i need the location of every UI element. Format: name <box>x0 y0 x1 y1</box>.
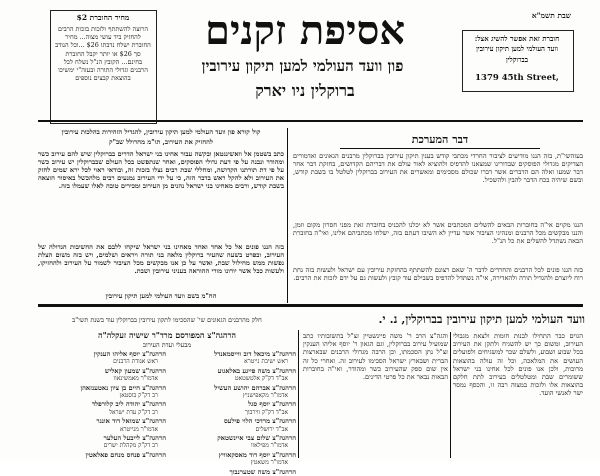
contact-date: שבת תשמ"א <box>531 11 571 20</box>
editorial-heading: דבר המערכת <box>411 133 469 146</box>
rabbi-list-entry: הרהגה"צ משה שטערנבוך <box>229 467 296 476</box>
price-box-text-4: ובעזה"י ימשיכו בהוצאת קבצים נוספים <box>58 66 131 83</box>
price-box-text-3: הנ"ל נשלח לכל הרבנים וגדולי התורה <box>63 57 148 75</box>
notice-heading-2: להחזיק את העירוב, תו"מ מחרולל שב"ק <box>108 138 214 146</box>
price-box-text-2: ישלח נדבתו $26 ...וכל הנודב סך $26 או יותר יקבל החוברת בחינם... הקובץ <box>55 41 143 66</box>
banner-top-rule <box>38 304 583 307</box>
rabbi-list-entry: רב דק"ק מקהלת ישרים <box>103 442 158 450</box>
rabbi-list-entry: הרהגה"צ חיים בן ציון נאטענזאהן <box>80 383 166 392</box>
notice-paragraph-1: כתב בשטמן אל וואשינגטאן ובקשה עבור אחינו בני ישראל הדרים בברוקלין שיש להם עירוב כשר ומהודר ונבנה על פי דעת גדולי הפוסקים, ואחר שנתפשט בכל העולם שבברוקלין יש עירוב כשר על פי דת תורתנו הקדושה, ומחללי שבת רבים נצלו בזכות זה, ובודאי ראוי לכל ירא שמים לחזק את העירוב ולא להקל ראש בדבר הזה, כי על ידי העירוב נמנעים רבים מלהכשל באיסור הוצאה בשבת קודש, ורבים מאחינו בני ישראל נהנים מן העירוב ומכירים טובה לאלו שעמלו בזה. <box>37 150 284 190</box>
editorial-heading-rule <box>340 148 540 149</box>
rabbis-column-left <box>38 350 166 460</box>
contact-line-2: וועד העולמי למען תיקון עירובין <box>476 45 558 53</box>
rabbi-list-entry: הרהגה"צ יוסף סגל <box>248 400 296 409</box>
price-label: מחיר החוברת $2 <box>76 13 130 22</box>
rabbi-list-entry: אב"ד דק"ק אלטשטאט <box>234 375 288 383</box>
rabbi-list-entry: הרהגה"צ לייבעל העלער <box>103 434 166 443</box>
masthead-subtitle-2: ברוקלין ניו יארק <box>255 81 355 100</box>
rabbi-list-entry: אדמו"ר משאטץ <box>250 459 288 467</box>
rabbi-list-entry: הרהגה"צ משה פייגע באלאגוע <box>217 366 296 375</box>
banner-subline: חלק מהרבנים הגאונים שי' שהסכימו לתקון עירובין בברוקלין עוד בשנת תשי"ב <box>72 316 262 324</box>
lower-inner-divider <box>450 332 451 458</box>
rabbi-list-entry: הרהגה"צ שלום צבי איינשטאק <box>217 434 296 443</box>
rabbi-list-entry: רב דק"ק בוסטאן <box>119 392 158 400</box>
masthead-rule <box>38 120 583 122</box>
price-box-text <box>55 25 151 119</box>
rabbi-list-entry: הרהגה"צ פנחס מנחם פאלאטין <box>85 450 166 459</box>
notice-signoff: הח"מ בשם וועד העולמי למען תיקון עירובין <box>105 292 217 300</box>
rabbi-list-entry: אב"ד ירושלים <box>255 425 288 433</box>
masthead-subtitle-1: פון וועד העולמי למען תיקון עירובין <box>201 57 404 75</box>
rabbi-list-entry: אב"ד דק"ק ווירבוך <box>245 408 288 416</box>
notice-paragraph-2: בזה הננו פונים אל כל אחד ואחד מאחינו בני ישראל שיקחו ללבם את החשיבות הגדולה של העירוב, ובפרט בשעה שהעיר ברוקלין מלאה בני תורה ויראים ושלמים, ויש בזה משום הצלת נפשות ממש מחילול שבת, ואשר על כן אנו מבקשים מכל הציבור לשמור על העירוב ולהחזיקו, ולעשות ככל אשר יורונו מורי ההוראה בעניני עירובין ושבת. <box>38 243 284 275</box>
notice-heading-1: קול קורא פון וועד העולמי למען תיקון עירובין, להגדיל הזהירות בהלכות עירובין <box>61 128 261 136</box>
rabbi-list-entry: הרהגה"צ יוסף דוד מאסקאוויץ <box>218 450 296 459</box>
rabbi-list-entry: ראש ישיבת נייטרא <box>244 358 288 366</box>
rabbi-list-entry: הרהגה"צ אברהם יהושע העשיל <box>214 383 296 392</box>
price-box <box>50 10 157 124</box>
rabbi-list-entry: ראש אגודת הרבנים <box>113 358 158 366</box>
rabbis-header-2: מבעלי ועדת העירוב <box>142 341 192 349</box>
rabbi-list-entry: הרהגה"צ יוסף אליהו הענקין <box>93 350 166 358</box>
rabbi-list-entry: רב דק"ק עדת ישראל <box>109 408 158 416</box>
rabbi-list-entry: הרהגה"צ שמואל דוד אונגר <box>96 417 166 426</box>
editorial-paragraph-2: הננו מקוים אי"ה בחוברות הבאים להשלים המכתבים אשר לא יכלנו להכניס בחוברת זאת מפני חסרון מקום וזמן, והננו מבקשים מכל הרבנים ומנהיגי הציבור אשר עדיין לא השיבו דעתם בזה, ישלחו מכתביהם אלינו, ואי"ה בחוברת הבאה נשתדל להשלים את כל הנ"ל. <box>293 221 583 245</box>
editorial-paragraph-3: בזה הננו פונים לכל הרבנים והחרדים לדבר ה' שאם רצונם להשתתף בהחזקת עירובין עם ישראל ולעשות בזה נחת רוח ליוצרם ולהגדיל תורה ולהאדירה, אי"ה נשתדל להדפיס בשבילם עוד קובץ ולעשות גם על ידם לזכות את הרבים. <box>293 266 583 282</box>
contact-line-3: בברוקלין <box>506 56 528 64</box>
lower-right-paragraph: הגוים כבר התחילו לבנות חומות ולצאת מגבולי העירוב, ומשום כך יש להשגיח ולתקן את העירוב בכל שבוע ושבוע, ולשלם שכר למשגיחים ולפועלים העושים את המלאכה, וכל זה עולה בהוצאות מרובות, ולכן אנו פונים לכל אחינו בני ישראל ששומרים שבת ומטלטלים בעירוב לתת חלקם בהוצאות אלו ולזכות במצוה רבה זו, והכסף נמסר ישר לאנשי הועד. <box>453 332 583 398</box>
rabbi-list-entry: אדמו"ר מנייטרא <box>119 425 158 433</box>
banner-title: וועד העולמי למען תיקון עירובין בברוקלין, נ. י. <box>378 312 585 326</box>
rabbi-list-entry: אדמו"ר מפילאוו <box>251 442 288 450</box>
editorial-paragraph-1: בעזהשי"ת, בזה הננו מודיעים לציבור החרדי מכתבי קודש בענין תיקון עירובין בברוקלין מרבנים הגאונים ואדמורים הצדיקים מגדולי הפוסקים שבדורינו שמצאנו להדפיס ולהוציא לאור עולם את דבריהם הקדושים, בחזקת דבר אחר דבר שמעו ואלה הם הדברים אשר דברו שכולם מסכימים ומאשרים את העירוב בברוקלין לטלטל בו בשבת קודש, ובשם שיהיה בכח הדבר להבין ולהשכיל. <box>293 152 583 184</box>
rabbi-list-entry: הרהגה"צ יהודה ליב קלורפלד <box>91 400 166 409</box>
contact-box <box>462 11 574 92</box>
contact-address: 1379 45th Street, <box>475 73 559 83</box>
price-box-text-1: הרוצה להשתתף ולזכות בזכות הרבים להחזיק ביד עושי מצוה... מחיר החוברת <box>57 25 151 50</box>
column-divider <box>287 128 288 303</box>
rabbi-list-entry: הרהגה"צ שמעון קאליש <box>104 366 166 375</box>
rabbi-list-entry: אדמו"ר מקאפישניץ <box>242 392 288 400</box>
contact-line-1: חוברת זאת אפשר להשיג אצל: <box>474 34 560 43</box>
lower-middle-paragraph: והגה"צ הרב ר' משה פיינשטיין זצ"ל בתשובותיו כתב שמועיל עירוב בברוקלין, וגם הגאון ר' יוסף אליהו הענקין זצ"ל נתן הסכמתו, וכן הרבה מגדולי הרבנים שבארצות הברית ושבארץ ישראל הסכימו לעירוב זה. ואחרי כל זה אין שום ספק שהעירוב כשר ומהודר, ואי"ה בחוברות הבאות נבאר את כל פרטי הדינים. <box>303 332 448 382</box>
rabbis-column-right <box>168 350 296 476</box>
rabbis-header-1: הרהגה"צ המפורסם מרד"ר שישיה זעקלה"ה <box>98 330 236 340</box>
rabbi-list-entry: הרהגה"צ מרדכי הלוי פילעס <box>223 417 296 426</box>
rabbi-list-entry: הרהגה"צ מיכאל דוב ווייסמאנדל <box>214 350 296 358</box>
rabbi-list-entry: אדמו"ר מאמשינאוו <box>113 375 158 383</box>
masthead-title: אסיפת זקנים <box>204 7 406 54</box>
lower-column-divider <box>298 330 299 458</box>
